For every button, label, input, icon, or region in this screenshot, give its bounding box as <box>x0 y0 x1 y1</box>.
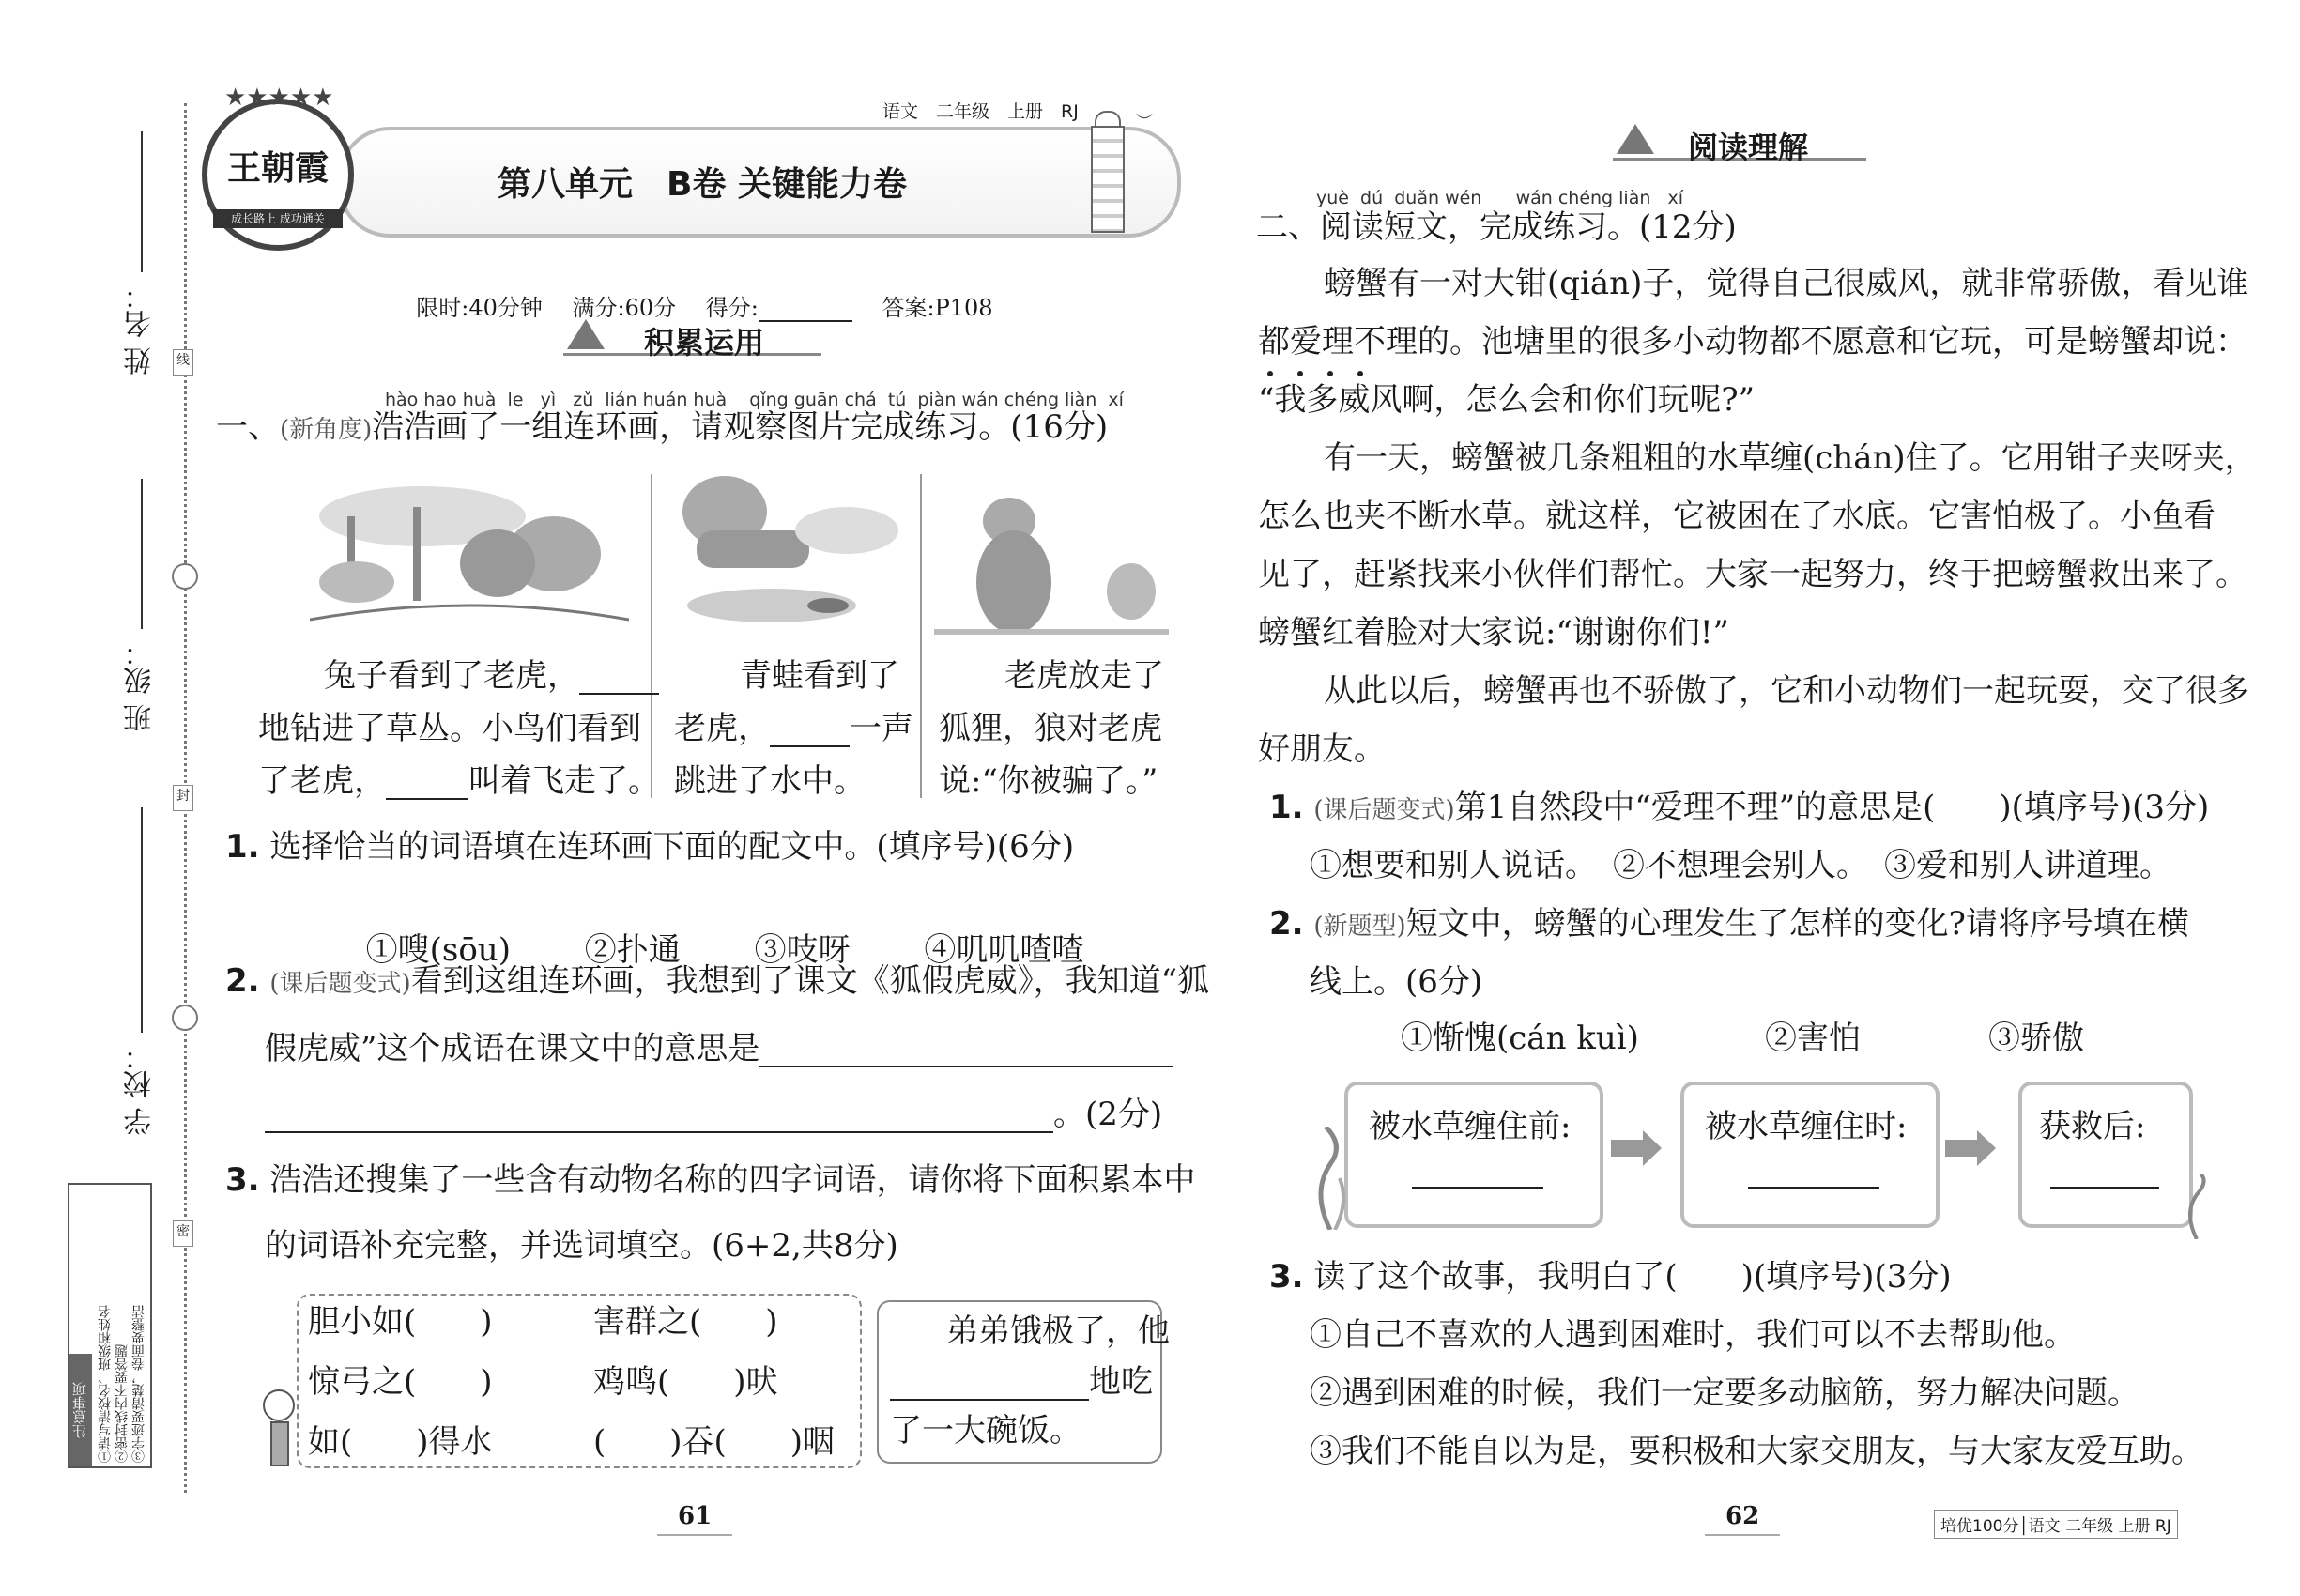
fill-line-1: 弟弟饿极了，他 <box>946 1312 1170 1350</box>
page-number: 61 <box>678 1502 713 1530</box>
word-item[interactable]: 惊弓之( ) <box>308 1363 493 1401</box>
logo-ribbon: 成长路上 成功通关 <box>213 209 343 228</box>
q1-text: 浩浩画了一组连环画，请观察图片完成练习。(16分) <box>372 408 1109 446</box>
sub-question-1-options <box>345 894 1083 969</box>
reading-question-2-text: 短文中，螃蟹的心理发生了怎样的变化?请将序号填在横 <box>1405 905 2189 943</box>
sub-question-3-text: 浩浩还搜集了一些含有动物名称的四字词语，请你将下面积累本中 <box>269 1161 1196 1199</box>
sub-question-3 <box>225 1161 1195 1199</box>
option: ①嗖(sōu) <box>365 931 511 969</box>
reading-question-3-number: 3. <box>1269 1258 1304 1296</box>
option: ③骄傲 <box>1988 1020 2084 1057</box>
stage-label: 被水草缠住前: <box>1369 1108 1572 1145</box>
notice-item: ③字迹要清楚，卷面要整洁 <box>131 1305 146 1463</box>
q2-text: 阅读短文，完成练习。(12分) <box>1320 208 1737 246</box>
info-line <box>402 263 993 322</box>
comic-panel-2-image <box>668 474 903 634</box>
seaweed-icon <box>2178 1174 2219 1239</box>
q1-tag: (新角度) <box>280 416 373 444</box>
notice-item: ②密封线内不要答题 <box>115 1344 130 1463</box>
lighthouse-icon <box>1089 111 1123 233</box>
logo-badge <box>202 84 354 251</box>
sub-question-2-text: 看到这组连环画，我想到了课文《狐假虎威》，我知道“狐 <box>410 962 1210 1000</box>
page-number-ornament <box>657 1534 732 1536</box>
answer-line[interactable] <box>265 1099 1053 1133</box>
q2-pinyin: yuè dú duǎn wén wán chéng liàn xí <box>1316 188 1684 208</box>
page-number-ornament <box>1705 1534 1780 1536</box>
sub-question-2-number: 2. <box>225 962 260 1000</box>
q2-number: 二、 <box>1256 208 1320 246</box>
notice-item: ①请写清校名、班级和姓名 <box>98 1305 113 1463</box>
reading-question-3-text: 读了这个故事，我明白了( )(填序号)(3分) <box>1313 1258 1952 1296</box>
time-limit: 限时:40分钟 <box>416 295 543 321</box>
story-line: 都爱理不理的。池塘里的很多小动物都不愿意和它玩，可是螃蟹却说： <box>1258 323 2247 361</box>
panel-3-caption: 老虎放走了 狐狸，狼对老虎 说:“你被骗了。” <box>939 657 1164 800</box>
sub-question-1-text: 选择恰当的词语填在连环画下面的配文中。(填序号)(6分) <box>269 828 1075 866</box>
arrow-icon-head <box>1643 1130 1662 1166</box>
option: ④叽叽喳喳 <box>924 931 1084 969</box>
school-underline[interactable] <box>141 807 143 1033</box>
seaweed-icon <box>1307 1127 1354 1230</box>
logo-name: 王朝霞 <box>226 148 329 188</box>
word-item[interactable]: 胆小如( ) <box>308 1303 493 1341</box>
answer-ref: 答案:P108 <box>882 295 993 321</box>
page-number: 62 <box>1725 1502 1760 1530</box>
panel-2-caption: 青蛙看到了 老虎， 一声 跳进了水中。 <box>674 657 913 800</box>
sailboat-icon <box>1617 124 1654 154</box>
stage-answer-line[interactable] <box>2050 1155 2159 1189</box>
class-label: 班 级： <box>124 638 157 732</box>
arrow-icon <box>1611 1140 1645 1157</box>
logo-stars: ★★★★★ <box>224 84 334 112</box>
sub-question-1 <box>225 828 1074 866</box>
page-title: 第八单元 B卷 关键能力卷 <box>498 165 907 204</box>
sub-question-3-line2: 的词语补充完整，并选词填空。(6+2,共8分) <box>265 1227 898 1265</box>
score-field[interactable] <box>759 296 852 322</box>
name-label: 姓 名： <box>124 282 157 376</box>
header-meta: 语文 二年级 上册 RJ <box>882 101 1079 122</box>
option: ①自己不喜欢的人遇到困难时，我们可以不去帮助他。 <box>1310 1316 2076 1354</box>
sub-question-2 <box>225 962 1209 1003</box>
story-line: 螃蟹红着脸对大家说:“谢谢你们!” <box>1258 614 1729 652</box>
option: ①惭愧(cán kuì) <box>1401 1020 1639 1057</box>
option: ②扑通 <box>584 931 681 969</box>
reading-question-1-text: 第1自然段中“爱理不理”的意思是( )(填序号)(3分) <box>1454 789 2210 826</box>
stage-box-before <box>1344 1082 1603 1228</box>
seal-icon <box>172 563 198 590</box>
cut-mark-secret: 密 <box>173 1220 193 1247</box>
full-score: 满分:60分 <box>572 295 677 321</box>
comic-panel-3-image <box>934 488 1169 638</box>
word-item[interactable]: 害群之( ) <box>593 1303 778 1341</box>
reading-question-2-line2: 线上。(6分) <box>1310 963 1483 1001</box>
option: ③我们不能自以为是，要积极和大家交朋友，与大家友爱互助。 <box>1310 1433 2203 1470</box>
sub-question-2-tag: (课后题变式) <box>269 970 411 998</box>
name-underline[interactable] <box>141 131 143 272</box>
sub-question-2-line3: 。(2分) <box>265 1096 1162 1133</box>
word-item[interactable]: ( )吞( )咽 <box>593 1423 836 1461</box>
cut-mark-seal: 封 <box>173 785 193 811</box>
pencil-icon <box>263 1389 304 1465</box>
panel-divider <box>920 474 922 798</box>
footer-tag: 培优100分│语文 二年级 上册 RJ <box>1934 1510 2178 1539</box>
option: ②害怕 <box>1765 1020 1861 1057</box>
sailboat-icon <box>567 319 605 349</box>
arrow-icon-head <box>1977 1130 1996 1166</box>
notice-box <box>68 1183 152 1468</box>
stage-answer-line[interactable] <box>1748 1155 1879 1189</box>
score-label: 得分: <box>705 295 759 321</box>
stage-label: 被水草缠住时: <box>1705 1108 1908 1145</box>
seal-icon <box>172 1005 198 1031</box>
panel-1-caption: 兔子看到了老虎， 地钻进了草丛。小鸟们看到 了老虎， 叫着飞走了。 <box>258 657 660 800</box>
stage-box-during <box>1680 1082 1940 1228</box>
emphasis-dots <box>1267 362 1399 380</box>
bird-icon: ︶ <box>1136 113 1153 132</box>
reading-question-1-number: 1. <box>1269 789 1304 826</box>
reading-question-1-tag: (课后题变式) <box>1313 796 1455 824</box>
section-title-accumulation: 积累运用 <box>644 325 765 361</box>
reading-question-2 <box>1269 905 2189 945</box>
reading-question-2-number: 2. <box>1269 905 1304 943</box>
panel-1-blank-2[interactable] <box>386 766 468 800</box>
reading-question-2-tag: (新题型) <box>1313 913 1406 941</box>
reading-question-1-options: ①想要和别人说话。 ②不想理会别人。 ③爱和别人讲道理。 <box>1310 847 2171 884</box>
section-title-reading: 阅读理解 <box>1688 130 1809 165</box>
reading-question-1 <box>1269 789 2209 829</box>
q1-number: 一、 <box>216 408 280 446</box>
sub-question-1-number: 1. <box>225 828 260 866</box>
option: ③吱呀 <box>754 931 851 969</box>
stage-label: 获救后: <box>2039 1108 2146 1145</box>
story-line: 见了，赶紧找来小伙伴们帮忙。大家一起努力，终于把螃蟹救出来了。 <box>1258 556 2247 593</box>
story-line: 好朋友。 <box>1258 730 1386 768</box>
q1-pinyin: hào hao huà le yì zǔ lián huán huà qǐng guān chá tú piàn wán chéng liàn xí <box>385 390 1124 410</box>
word-item[interactable]: 如( )得水 <box>308 1423 493 1461</box>
panel-2-blank[interactable] <box>770 714 850 747</box>
story-line: 怎么也夹不断水草。就这样，它被困在了水底。它害怕极了。小鱼看 <box>1258 498 2216 535</box>
story-line: 螃蟹有一对大钳(qián)子，觉得自己很威风，就非常骄傲，看见谁 <box>1324 265 2249 302</box>
cut-mark-line: 线 <box>173 349 193 376</box>
reading-question-3 <box>1269 1258 1952 1296</box>
arrow-icon <box>1945 1140 1979 1157</box>
option: ②遇到困难的时候，我们一定要多动脑筋，努力解决问题。 <box>1310 1374 2139 1412</box>
panel-1-blank-1[interactable] <box>579 661 659 695</box>
word-item[interactable]: 鸡鸣( )吠 <box>593 1363 778 1401</box>
stage-box-after <box>2018 1082 2193 1228</box>
sub-question-2-line2: 假虎威”这个成语在课文中的意思是 <box>265 1030 1173 1067</box>
q2-heading <box>1256 208 1737 246</box>
fill-line-2: 地吃 <box>890 1363 1153 1401</box>
story-line: “我多威风啊，怎么会和你们玩呢?” <box>1258 381 1755 419</box>
answer-line[interactable] <box>759 1034 1173 1067</box>
stage-answer-line[interactable] <box>1412 1155 1543 1189</box>
fill-blank[interactable] <box>890 1367 1089 1401</box>
story-line: 有一天，螃蟹被几条粗粗的水草缠(chán)住了。它用钳子夹呀夹， <box>1324 439 2257 477</box>
fill-line-3: 了一大碗饭。 <box>890 1412 1081 1450</box>
comic-panel-1-image <box>310 479 629 629</box>
class-underline[interactable] <box>141 479 143 629</box>
sub-question-3-number: 3. <box>225 1161 260 1199</box>
story-line: 从此以后，螃蟹再也不骄傲了，它和小动物们一起玩耍，交了很多 <box>1324 672 2249 710</box>
school-label: 学 校： <box>124 1042 157 1136</box>
q1-heading <box>216 408 1108 449</box>
notice-title: 注意事项 <box>69 1354 92 1466</box>
